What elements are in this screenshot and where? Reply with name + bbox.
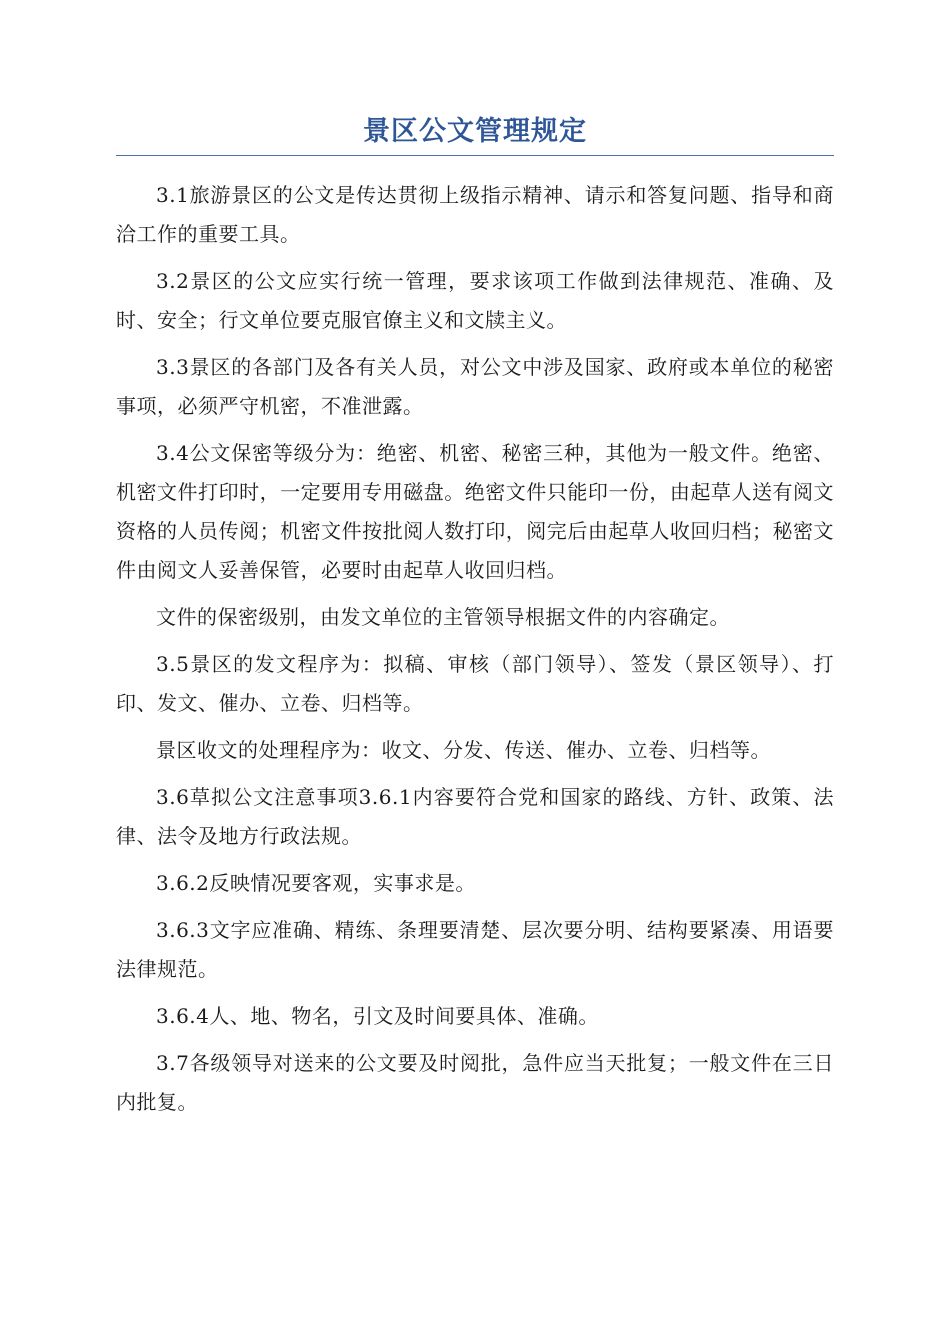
paragraph-confidentiality-level: 文件的保密级别，由发文单位的主管领导根据文件的内容确定。 bbox=[156, 605, 730, 629]
paragraph-3-2: 3.2景区的公文应实行统一管理，要求该项工作做到法律规范、准确、及时、安全；行文单位要克服官僚主义和文牍主义。 bbox=[116, 269, 834, 332]
paragraph-3-1: 3.1旅游景区的公文是传达贯彻上级指示精神、请示和答复问题、指导和商洽工作的重要工具。 bbox=[116, 183, 834, 246]
document-page bbox=[116, 112, 834, 1130]
paragraph-3-7: 3.7各级领导对送来的公文要及时阅批，急件应当天批复；一般文件在三日内批复。 bbox=[116, 1051, 834, 1114]
paragraph-3-6: 3.6草拟公文注意事项3.6.1内容要符合党和国家的路线、方针、政策、法律、法令及地方行政法规。 bbox=[116, 785, 834, 848]
paragraph-3-4: 3.4公文保密等级分为：绝密、机密、秘密三种，其他为一般文件。绝密、机密文件打印时，一定要用专用磁盘。绝密文件只能印一份，由起草人送有阅文资格的人员传阅；机密文件按批阅人数打印，阅完后由起草人收回归档；秘密文件由阅文人妥善保管，必要时由起草人收回归档。 bbox=[116, 441, 834, 582]
paragraph-3-6-2: 3.6.2反映情况要客观，实事求是。 bbox=[156, 871, 476, 895]
document-title: 景区公文管理规定 bbox=[363, 116, 587, 147]
paragraph-3-6-3: 3.6.3文字应准确、精练、条理要清楚、层次要分明、结构要紧凑、用语要法律规范。 bbox=[116, 918, 834, 981]
paragraph-3-5: 3.5景区的发文程序为：拟稿、审核（部门领导）、签发（景区领导）、打印、发文、催办、立卷、归档等。 bbox=[116, 652, 834, 715]
paragraph-receiving-procedure: 景区收文的处理程序为：收文、分发、传送、催办、立卷、归档等。 bbox=[156, 738, 771, 762]
title-underline bbox=[116, 155, 834, 156]
paragraph-3-3: 3.3景区的各部门及各有关人员，对公文中涉及国家、政府或本单位的秘密事项，必须严守机密，不准泄露。 bbox=[116, 355, 834, 418]
paragraph-3-6-4: 3.6.4人、地、物名，引文及时间要具体、准确。 bbox=[156, 1004, 599, 1028]
